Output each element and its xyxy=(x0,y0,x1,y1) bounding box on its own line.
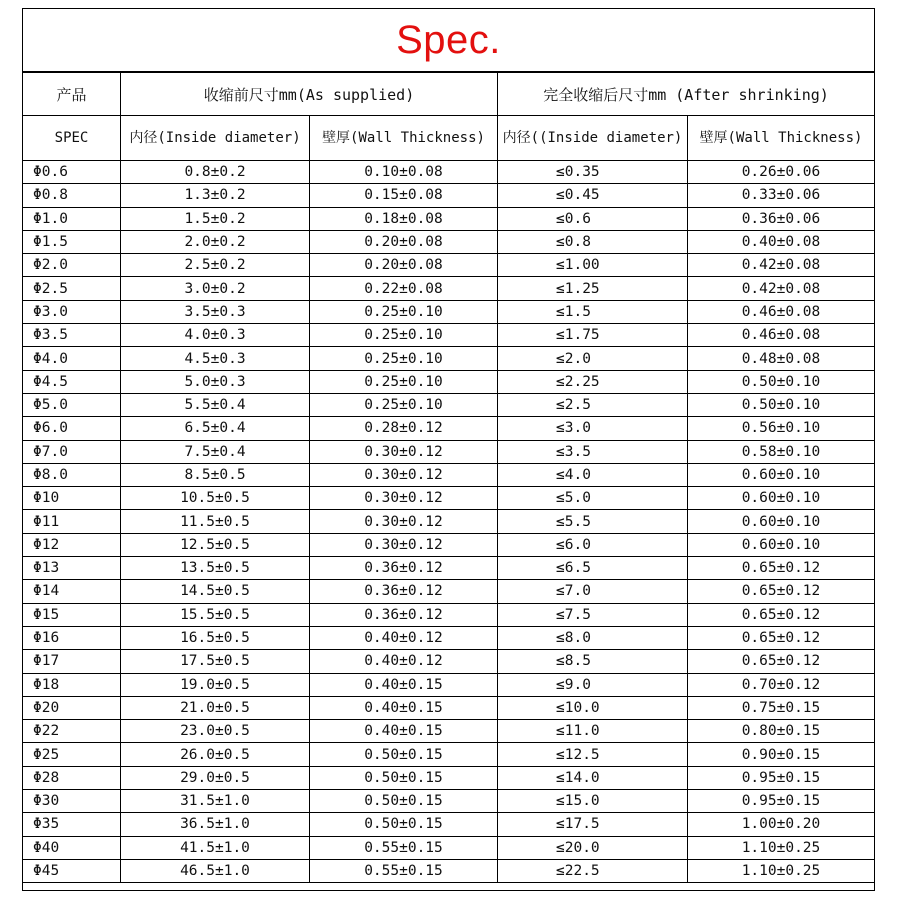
cell-after-inside-diameter: ≤9.0 xyxy=(498,673,688,696)
cell-after-wall-thickness: 0.36±0.06 xyxy=(688,207,875,230)
cell-supplied-wall-thickness: 0.30±0.12 xyxy=(310,533,498,556)
cell-supplied-wall-thickness: 0.40±0.15 xyxy=(310,696,498,719)
cell-supplied-wall-thickness: 0.36±0.12 xyxy=(310,603,498,626)
cell-after-inside-diameter: ≤3.0 xyxy=(498,417,688,440)
cell-supplied-inside-diameter: 8.5±0.5 xyxy=(121,463,310,486)
cell-spec: Φ40 xyxy=(23,836,121,859)
cell-supplied-inside-diameter: 16.5±0.5 xyxy=(121,626,310,649)
cell-after-wall-thickness: 0.33±0.06 xyxy=(688,184,875,207)
cell-spec: Φ1.5 xyxy=(23,230,121,253)
cell-after-wall-thickness: 0.40±0.08 xyxy=(688,230,875,253)
table-row xyxy=(23,626,875,649)
cell-supplied-wall-thickness: 0.50±0.15 xyxy=(310,790,498,813)
cell-after-inside-diameter: ≤22.5 xyxy=(498,859,688,882)
cell-spec: Φ13 xyxy=(23,557,121,580)
cell-supplied-inside-diameter: 13.5±0.5 xyxy=(121,557,310,580)
cell-after-wall-thickness: 0.90±0.15 xyxy=(688,743,875,766)
table-row xyxy=(23,440,875,463)
cell-after-inside-diameter: ≤1.75 xyxy=(498,324,688,347)
cell-after-wall-thickness: 1.10±0.25 xyxy=(688,836,875,859)
cell-after-wall-thickness: 0.60±0.10 xyxy=(688,487,875,510)
header-after-wall-thickness: 壁厚(Wall Thickness) xyxy=(688,116,875,161)
table-row xyxy=(23,254,875,277)
table-row xyxy=(23,580,875,603)
cell-supplied-inside-diameter: 36.5±1.0 xyxy=(121,813,310,836)
cell-spec: Φ7.0 xyxy=(23,440,121,463)
cell-after-inside-diameter: ≤1.00 xyxy=(498,254,688,277)
cell-after-wall-thickness: 0.46±0.08 xyxy=(688,300,875,323)
cell-supplied-inside-diameter: 46.5±1.0 xyxy=(121,859,310,882)
table-row xyxy=(23,813,875,836)
header-after-shrinking: 完全收缩后尺寸mm (After shrinking) xyxy=(498,73,875,116)
cell-supplied-inside-diameter: 10.5±0.5 xyxy=(121,487,310,510)
cell-supplied-inside-diameter: 5.5±0.4 xyxy=(121,393,310,416)
table-row xyxy=(23,184,875,207)
table-row xyxy=(23,557,875,580)
table-row xyxy=(23,393,875,416)
cell-after-inside-diameter: ≤8.5 xyxy=(498,650,688,673)
cell-after-inside-diameter: ≤15.0 xyxy=(498,790,688,813)
cell-after-inside-diameter: ≤2.5 xyxy=(498,393,688,416)
cell-spec: Φ6.0 xyxy=(23,417,121,440)
cell-supplied-inside-diameter: 17.5±0.5 xyxy=(121,650,310,673)
cell-supplied-inside-diameter: 4.5±0.3 xyxy=(121,347,310,370)
cell-spec: Φ25 xyxy=(23,743,121,766)
cell-after-inside-diameter: ≤4.0 xyxy=(498,463,688,486)
cell-supplied-wall-thickness: 0.30±0.12 xyxy=(310,440,498,463)
cell-after-wall-thickness: 0.48±0.08 xyxy=(688,347,875,370)
cell-after-inside-diameter: ≤2.0 xyxy=(498,347,688,370)
cell-after-inside-diameter: ≤10.0 xyxy=(498,696,688,719)
cell-spec: Φ1.0 xyxy=(23,207,121,230)
cell-supplied-inside-diameter: 11.5±0.5 xyxy=(121,510,310,533)
cell-supplied-wall-thickness: 0.25±0.10 xyxy=(310,300,498,323)
cell-supplied-inside-diameter: 5.0±0.3 xyxy=(121,370,310,393)
cell-spec: Φ3.5 xyxy=(23,324,121,347)
cell-spec: Φ45 xyxy=(23,859,121,882)
cell-supplied-wall-thickness: 0.25±0.10 xyxy=(310,347,498,370)
table-row xyxy=(23,463,875,486)
cell-after-wall-thickness: 0.65±0.12 xyxy=(688,603,875,626)
page-title: Spec. xyxy=(396,17,501,62)
cell-after-wall-thickness: 1.10±0.25 xyxy=(688,859,875,882)
cell-supplied-inside-diameter: 14.5±0.5 xyxy=(121,580,310,603)
cell-spec: Φ30 xyxy=(23,790,121,813)
table-row xyxy=(23,370,875,393)
table-row xyxy=(23,603,875,626)
cell-supplied-inside-diameter: 19.0±0.5 xyxy=(121,673,310,696)
cell-supplied-inside-diameter: 2.0±0.2 xyxy=(121,230,310,253)
cell-after-inside-diameter: ≤20.0 xyxy=(498,836,688,859)
cell-spec: Φ8.0 xyxy=(23,463,121,486)
table-row xyxy=(23,696,875,719)
cell-after-wall-thickness: 0.56±0.10 xyxy=(688,417,875,440)
table-row xyxy=(23,650,875,673)
cell-supplied-wall-thickness: 0.36±0.12 xyxy=(310,580,498,603)
cell-spec: Φ10 xyxy=(23,487,121,510)
table-row xyxy=(23,300,875,323)
cell-supplied-wall-thickness: 0.50±0.15 xyxy=(310,766,498,789)
header-row-2 xyxy=(23,116,875,161)
table-row xyxy=(23,673,875,696)
cell-supplied-wall-thickness: 0.55±0.15 xyxy=(310,859,498,882)
header-supplied-inside-diameter: 内径(Inside diameter) xyxy=(121,116,310,161)
cell-after-inside-diameter: ≤5.5 xyxy=(498,510,688,533)
cell-spec: Φ35 xyxy=(23,813,121,836)
cell-spec: Φ4.0 xyxy=(23,347,121,370)
cell-supplied-wall-thickness: 0.30±0.12 xyxy=(310,510,498,533)
cell-spec: Φ0.6 xyxy=(23,161,121,184)
cell-spec: Φ20 xyxy=(23,696,121,719)
table-row xyxy=(23,324,875,347)
cell-supplied-wall-thickness: 0.20±0.08 xyxy=(310,230,498,253)
cell-after-wall-thickness: 1.00±0.20 xyxy=(688,813,875,836)
cell-after-inside-diameter: ≤7.0 xyxy=(498,580,688,603)
cell-spec: Φ28 xyxy=(23,766,121,789)
cell-spec: Φ0.8 xyxy=(23,184,121,207)
table-row xyxy=(23,487,875,510)
cell-supplied-wall-thickness: 0.15±0.08 xyxy=(310,184,498,207)
table-row xyxy=(23,510,875,533)
cell-after-wall-thickness: 0.60±0.10 xyxy=(688,510,875,533)
cell-spec: Φ22 xyxy=(23,720,121,743)
cell-supplied-wall-thickness: 0.36±0.12 xyxy=(310,557,498,580)
table-row xyxy=(23,836,875,859)
cell-spec: Φ3.0 xyxy=(23,300,121,323)
cell-after-inside-diameter: ≤11.0 xyxy=(498,720,688,743)
cell-supplied-inside-diameter: 21.0±0.5 xyxy=(121,696,310,719)
cell-after-inside-diameter: ≤1.25 xyxy=(498,277,688,300)
title-bar xyxy=(23,9,874,72)
cell-supplied-inside-diameter: 2.5±0.2 xyxy=(121,254,310,277)
spec-table-body xyxy=(23,73,875,883)
cell-after-wall-thickness: 0.60±0.10 xyxy=(688,533,875,556)
cell-after-wall-thickness: 0.95±0.15 xyxy=(688,790,875,813)
cell-supplied-wall-thickness: 0.40±0.15 xyxy=(310,720,498,743)
cell-after-wall-thickness: 0.65±0.12 xyxy=(688,580,875,603)
cell-spec: Φ4.5 xyxy=(23,370,121,393)
cell-after-wall-thickness: 0.75±0.15 xyxy=(688,696,875,719)
cell-after-inside-diameter: ≤0.35 xyxy=(498,161,688,184)
cell-after-wall-thickness: 0.65±0.12 xyxy=(688,650,875,673)
spec-table xyxy=(22,72,875,883)
cell-after-inside-diameter: ≤8.0 xyxy=(498,626,688,649)
cell-supplied-wall-thickness: 0.10±0.08 xyxy=(310,161,498,184)
cell-supplied-wall-thickness: 0.55±0.15 xyxy=(310,836,498,859)
cell-spec: Φ16 xyxy=(23,626,121,649)
cell-after-inside-diameter: ≤17.5 xyxy=(498,813,688,836)
cell-spec: Φ2.5 xyxy=(23,277,121,300)
cell-spec: Φ14 xyxy=(23,580,121,603)
table-row xyxy=(23,207,875,230)
table-row xyxy=(23,533,875,556)
header-after-inside-diameter: 内径((Inside diameter) xyxy=(498,116,688,161)
cell-supplied-wall-thickness: 0.22±0.08 xyxy=(310,277,498,300)
cell-supplied-inside-diameter: 7.5±0.4 xyxy=(121,440,310,463)
cell-supplied-wall-thickness: 0.18±0.08 xyxy=(310,207,498,230)
table-row xyxy=(23,720,875,743)
cell-spec: Φ11 xyxy=(23,510,121,533)
cell-supplied-wall-thickness: 0.40±0.15 xyxy=(310,673,498,696)
cell-supplied-wall-thickness: 0.30±0.12 xyxy=(310,487,498,510)
cell-after-inside-diameter: ≤0.6 xyxy=(498,207,688,230)
table-row xyxy=(23,230,875,253)
header-spec: SPEC xyxy=(23,116,121,161)
cell-after-wall-thickness: 0.26±0.06 xyxy=(688,161,875,184)
cell-after-wall-thickness: 0.80±0.15 xyxy=(688,720,875,743)
cell-after-inside-diameter: ≤1.5 xyxy=(498,300,688,323)
header-as-supplied: 收缩前尺寸mm(As supplied) xyxy=(121,73,498,116)
table-row xyxy=(23,859,875,882)
cell-supplied-inside-diameter: 26.0±0.5 xyxy=(121,743,310,766)
spec-sheet xyxy=(22,8,875,891)
cell-supplied-wall-thickness: 0.25±0.10 xyxy=(310,324,498,347)
table-row xyxy=(23,417,875,440)
cell-supplied-wall-thickness: 0.25±0.10 xyxy=(310,393,498,416)
cell-after-wall-thickness: 0.50±0.10 xyxy=(688,393,875,416)
cell-supplied-wall-thickness: 0.50±0.15 xyxy=(310,743,498,766)
cell-after-wall-thickness: 0.42±0.08 xyxy=(688,254,875,277)
cell-after-wall-thickness: 0.58±0.10 xyxy=(688,440,875,463)
cell-supplied-inside-diameter: 3.5±0.3 xyxy=(121,300,310,323)
cell-after-wall-thickness: 0.65±0.12 xyxy=(688,626,875,649)
cell-supplied-wall-thickness: 0.40±0.12 xyxy=(310,650,498,673)
cell-spec: Φ17 xyxy=(23,650,121,673)
cell-after-wall-thickness: 0.60±0.10 xyxy=(688,463,875,486)
cell-after-wall-thickness: 0.50±0.10 xyxy=(688,370,875,393)
table-row xyxy=(23,277,875,300)
table-row xyxy=(23,161,875,184)
cell-supplied-inside-diameter: 4.0±0.3 xyxy=(121,324,310,347)
cell-supplied-inside-diameter: 41.5±1.0 xyxy=(121,836,310,859)
cell-supplied-wall-thickness: 0.25±0.10 xyxy=(310,370,498,393)
cell-after-inside-diameter: ≤12.5 xyxy=(498,743,688,766)
cell-supplied-inside-diameter: 12.5±0.5 xyxy=(121,533,310,556)
cell-supplied-inside-diameter: 3.0±0.2 xyxy=(121,277,310,300)
cell-supplied-wall-thickness: 0.20±0.08 xyxy=(310,254,498,277)
cell-after-inside-diameter: ≤7.5 xyxy=(498,603,688,626)
cell-after-wall-thickness: 0.65±0.12 xyxy=(688,557,875,580)
cell-spec: Φ2.0 xyxy=(23,254,121,277)
cell-supplied-wall-thickness: 0.30±0.12 xyxy=(310,463,498,486)
cell-supplied-inside-diameter: 1.3±0.2 xyxy=(121,184,310,207)
cell-supplied-wall-thickness: 0.40±0.12 xyxy=(310,626,498,649)
cell-supplied-inside-diameter: 31.5±1.0 xyxy=(121,790,310,813)
cell-after-inside-diameter: ≤5.0 xyxy=(498,487,688,510)
cell-after-inside-diameter: ≤6.0 xyxy=(498,533,688,556)
cell-spec: Φ18 xyxy=(23,673,121,696)
cell-after-inside-diameter: ≤3.5 xyxy=(498,440,688,463)
cell-supplied-inside-diameter: 0.8±0.2 xyxy=(121,161,310,184)
cell-spec: Φ15 xyxy=(23,603,121,626)
cell-after-inside-diameter: ≤0.45 xyxy=(498,184,688,207)
table-row xyxy=(23,347,875,370)
cell-supplied-inside-diameter: 23.0±0.5 xyxy=(121,720,310,743)
cell-spec: Φ12 xyxy=(23,533,121,556)
cell-spec: Φ5.0 xyxy=(23,393,121,416)
header-row-1 xyxy=(23,73,875,116)
table-row xyxy=(23,743,875,766)
cell-supplied-inside-diameter: 6.5±0.4 xyxy=(121,417,310,440)
cell-after-inside-diameter: ≤14.0 xyxy=(498,766,688,789)
cell-after-inside-diameter: ≤6.5 xyxy=(498,557,688,580)
cell-after-wall-thickness: 0.46±0.08 xyxy=(688,324,875,347)
cell-after-wall-thickness: 0.70±0.12 xyxy=(688,673,875,696)
cell-after-wall-thickness: 0.95±0.15 xyxy=(688,766,875,789)
cell-after-inside-diameter: ≤2.25 xyxy=(498,370,688,393)
cell-supplied-inside-diameter: 15.5±0.5 xyxy=(121,603,310,626)
cell-after-inside-diameter: ≤0.8 xyxy=(498,230,688,253)
header-product: 产品 xyxy=(23,73,121,116)
table-row xyxy=(23,790,875,813)
cell-supplied-wall-thickness: 0.28±0.12 xyxy=(310,417,498,440)
table-row xyxy=(23,766,875,789)
cell-supplied-inside-diameter: 1.5±0.2 xyxy=(121,207,310,230)
cell-after-wall-thickness: 0.42±0.08 xyxy=(688,277,875,300)
header-supplied-wall-thickness: 壁厚(Wall Thickness) xyxy=(310,116,498,161)
cell-supplied-inside-diameter: 29.0±0.5 xyxy=(121,766,310,789)
cell-supplied-wall-thickness: 0.50±0.15 xyxy=(310,813,498,836)
